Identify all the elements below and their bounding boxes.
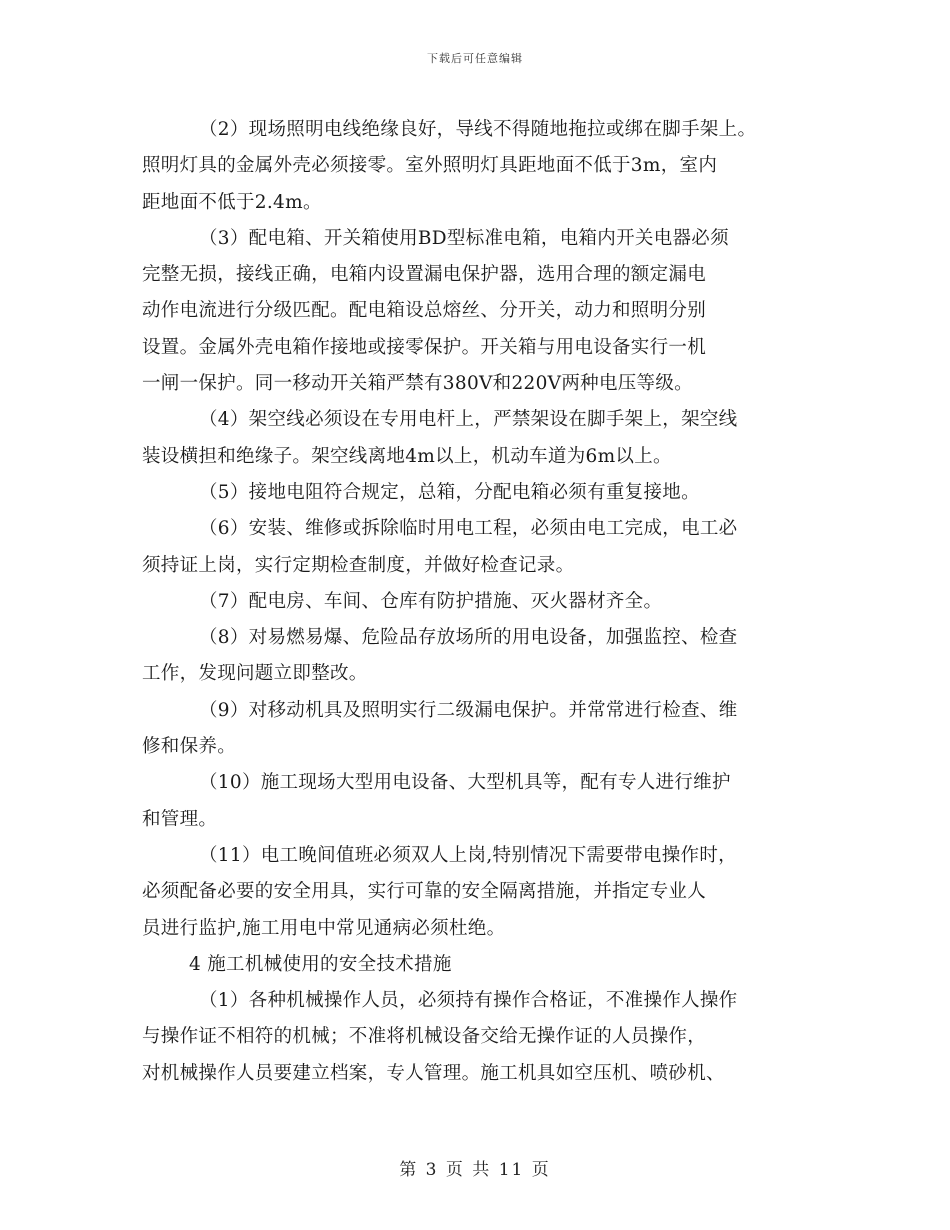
- paragraph-line: 完整无损，接线正确，电箱内设置漏电保护器，选用合理的额定漏电: [142, 264, 707, 286]
- paragraph-line: 和管理。: [142, 808, 218, 830]
- paragraph-line: （10）施工现场大型用电设备、大型机具等，配有专人进行维护: [199, 772, 731, 794]
- page-number-footer: 第 3 页 共 11 页: [399, 1160, 551, 1180]
- paragraph-line: 员进行监护,施工用电中常见通病必须杜绝。: [142, 917, 506, 939]
- paragraph-line: （11）电工晚间值班必须双人上岗,特别情况下需要带电操作时，: [199, 844, 737, 866]
- paragraph-line: （4）架空线必须设在专用电杆上，严禁架设在脚手架上，架空线: [199, 409, 738, 431]
- paragraph-line: （3）配电箱、开关箱使用BD型标准电箱，电箱内开关电器必须: [199, 227, 729, 249]
- paragraph-line: 与操作证不相符的机械；不准将机械设备交给无操作证的人员操作，: [142, 1026, 707, 1048]
- page-header: 下载后可任意编辑: [427, 52, 523, 65]
- paragraph-line: 须持证上岗，实行定期检查制度，并做好检查记录。: [142, 554, 575, 576]
- paragraph-line: （6）安装、维修或拆除临时用电工程，必须由电工完成，电工必: [199, 518, 738, 540]
- paragraph-line: 一闸一保护。同一移动开关箱严禁有380V和220V两种电压等级。: [142, 373, 693, 395]
- paragraph-line: 修和保养。: [142, 736, 237, 758]
- section-heading: 4 施工机械使用的安全技术措施: [189, 953, 452, 975]
- paragraph-line: 设置。金属外壳电箱作接地或接零保护。开关箱与用电设备实行一机: [142, 336, 707, 358]
- paragraph-line: （5）接地电阻符合规定，总箱，分配电箱必须有重复接地。: [199, 481, 700, 503]
- paragraph-line: 装设横担和绝缘子。架空线离地4m以上，机动车道为6m以上。: [142, 445, 672, 467]
- paragraph-line: 工作，发现问题立即整改。: [142, 663, 368, 685]
- paragraph-line: 必须配备必要的安全用具，实行可靠的安全隔离措施，并指定专业人: [142, 881, 707, 903]
- paragraph-line: （7）配电房、车间、仓库有防护措施、灭火器材齐全。: [199, 590, 663, 612]
- paragraph-line: 距地面不低于2.4m。: [142, 191, 322, 213]
- paragraph-line: 对机械操作人员要建立档案，专人管理。施工机具如空压机、喷砂机、: [142, 1062, 725, 1084]
- document-body: [142, 112, 832, 1092]
- paragraph-line: （1）各种机械操作人员，必须持有操作合格证，不准操作人操作: [199, 990, 738, 1012]
- paragraph-line: （8）对易燃易爆、危险品存放场所的用电设备，加强监控、检查: [199, 627, 738, 649]
- paragraph-line: 照明灯具的金属外壳必须接零。室外照明灯具距地面不低于3m，室内: [142, 155, 718, 177]
- paragraph-line: （2）现场照明电线绝缘良好，导线不得随地拖拉或绑在脚手架上。: [199, 119, 757, 140]
- paragraph-line: （9）对移动机具及照明实行二级漏电保护。并常常进行检查、维: [199, 699, 738, 721]
- paragraph-line: 动作电流进行分级匹配。配电箱设总熔丝、分开关，动力和照明分别: [142, 300, 707, 322]
